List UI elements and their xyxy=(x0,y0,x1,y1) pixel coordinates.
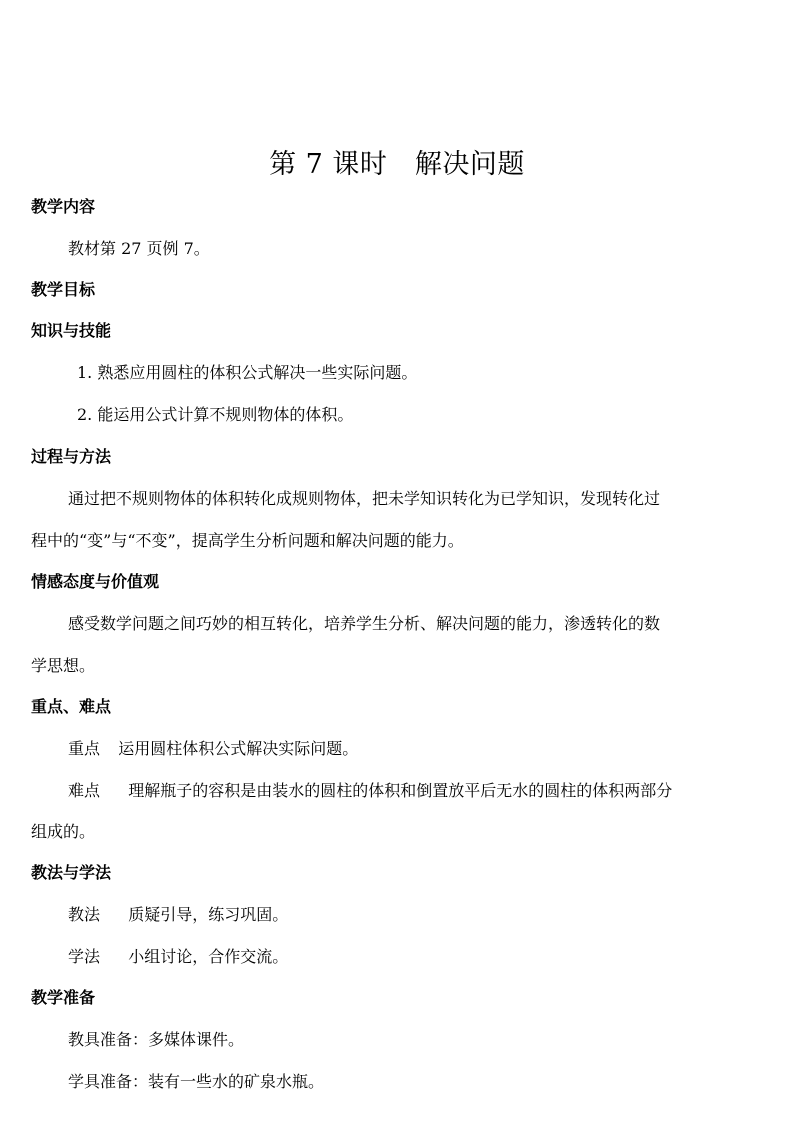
teaching-method-text: 质疑引导，练习巩固。 xyxy=(128,905,289,924)
teaching-method-label: 教法 xyxy=(68,905,101,924)
emotion-paragraph-line-2: 学思想。 xyxy=(31,656,96,675)
difficult-point-text-line-2: 组成的。 xyxy=(31,822,96,841)
student-preparation: 学具准备：装有一些水的矿泉水瓶。 xyxy=(68,1072,325,1091)
page-title: 第 7 课时 解决问题 xyxy=(269,149,525,180)
process-paragraph-line-2: 程中的“变”与“不变”，提高学生分析问题和解决问题的能力。 xyxy=(31,531,464,550)
knowledge-item-2: 2. 能运用公式计算不规则物体的体积。 xyxy=(77,405,354,424)
section-heading-methods: 教法与学法 xyxy=(31,863,112,882)
teacher-preparation: 教具准备：多媒体课件。 xyxy=(68,1030,245,1049)
difficult-point-text-line-1: 理解瓶子的容积是由装水的圆柱的体积和倒置放平后无水的圆柱的体积两部分 xyxy=(128,781,673,800)
section-heading-goals: 教学目标 xyxy=(31,280,96,299)
process-paragraph-line-1: 通过把不规则物体的体积转化成规则物体，把未学知识转化为已学知识，发现转化过 xyxy=(68,489,661,508)
key-point-label: 重点 xyxy=(68,739,101,758)
section-heading-key-points: 重点、难点 xyxy=(31,697,112,716)
learning-method-row xyxy=(68,946,288,968)
learning-method-text: 小组讨论，合作交流。 xyxy=(128,947,289,966)
difficult-point-label: 难点 xyxy=(68,781,101,800)
section-heading-emotion: 情感态度与价值观 xyxy=(31,572,160,591)
knowledge-item-1: 1. 熟悉应用圆柱的体积公式解决一些实际问题。 xyxy=(77,363,418,382)
section-heading-process: 过程与方法 xyxy=(31,447,112,466)
content-text: 教材第 27 页例 7。 xyxy=(68,239,210,258)
key-point-text: 运用圆柱体积公式解决实际问题。 xyxy=(118,739,359,758)
section-heading-knowledge: 知识与技能 xyxy=(31,321,112,340)
section-heading-preparation: 教学准备 xyxy=(31,988,96,1007)
key-point-row xyxy=(68,738,358,760)
difficult-point-row xyxy=(68,780,672,802)
emotion-paragraph-line-1: 感受数学问题之间巧妙的相互转化，培养学生分析、解决问题的能力，渗透转化的数 xyxy=(68,614,661,633)
teaching-method-row xyxy=(68,904,288,926)
section-heading-content: 教学内容 xyxy=(31,197,96,216)
learning-method-label: 学法 xyxy=(68,947,101,966)
